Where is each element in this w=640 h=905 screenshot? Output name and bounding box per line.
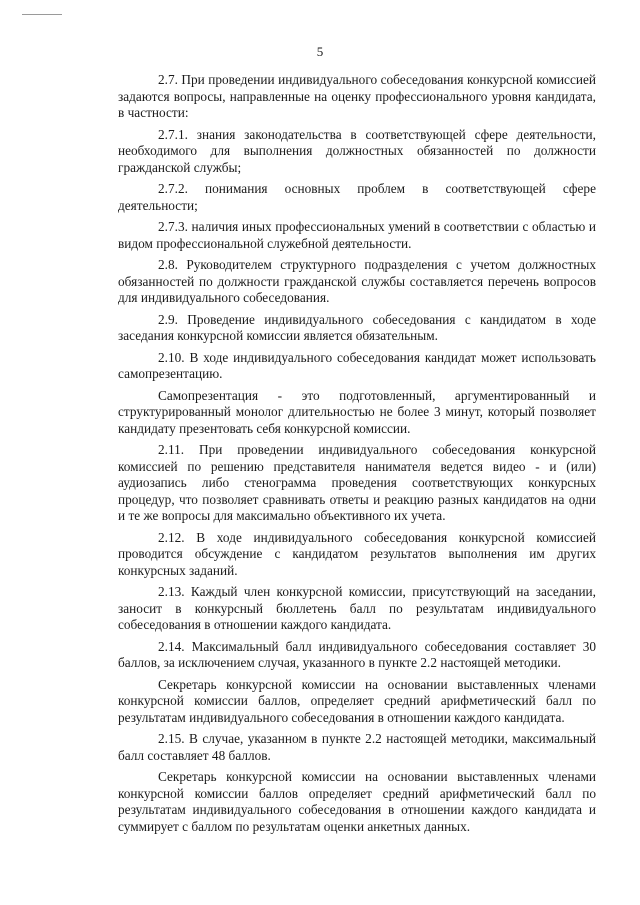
scan-mark	[22, 14, 62, 15]
paragraph-2-14: 2.14. Максимальный балл индивидуального собеседования составляет 30 баллов, за исключением случая, указанного в пункте 2.2 настоящей методики.	[118, 638, 596, 670]
page-number: 5	[316, 44, 324, 59]
paragraph-secretary-2: Секретарь конкурсной комиссии на основании выставленных членами конкурсной комиссии баллов определяет средний арифметический балл по результатам индивидуального собеседования в отношении каждого кандидата и суммирует с баллом по результатам оценки анкетных данных.	[118, 769, 596, 834]
document-body	[118, 72, 596, 840]
paragraph-secretary-1: Секретарь конкурсной комиссии на основании выставленных членами конкурсной комиссии баллов, определяет средний арифметический балл по результатам индивидуального собеседования в отношении каждого кандидата.	[118, 676, 596, 725]
paragraph-self-presentation: Самопрезентация - это подготовленный, аргументированный и структурированный монолог длительностью не более 3 минут, который позволяет кандидату презентовать себя конкурсной комиссии.	[118, 387, 596, 436]
paragraph-2-8: 2.8. Руководителем структурного подразделения с учетом должностных обязанностей по должности гражданской службы составляется перечень вопросов для индивидуального собеседования.	[118, 257, 596, 305]
paragraph-2-13: 2.13. Каждый член конкурсной комиссии, присутствующий на заседании, заносит в конкурсный бюллетень балл по результатам индивидуального собеседования в отношении каждого кандидата.	[118, 584, 596, 632]
paragraph-2-7-2: 2.7.2. понимания основных проблем в соответствующей сфере деятельности;	[118, 181, 596, 213]
paragraph-2-15: 2.15. В случае, указанном в пункте 2.2 настоящей методики, максимальный балл составляет 48 баллов.	[118, 731, 596, 763]
paragraph-2-11: 2.11. При проведении индивидуального собеседования конкурсной комиссией по решению представителя нанимателя ведется видео - и (или) аудиозапись либо стенограмма проведения соответствующих конкурсных процедур, что позволяет сравнивать ответы и реакцию разных кандидатов на одни и те же вопросы для максимально объективного их учета.	[118, 442, 596, 523]
paragraph-2-12: 2.12. В ходе индивидуального собеседования конкурсной комиссией проводится обсуждение с кандидатом результатов выполнения им других конкурсных заданий.	[118, 529, 596, 578]
paragraph-2-7: 2.7. При проведении индивидуального собеседования конкурсной комиссией задаются вопросы, направленные на оценку профессионального уровня кандидата, в частности:	[118, 72, 596, 120]
paragraph-2-7-1: 2.7.1. знания законодательства в соответствующей сфере деятельности, необходимого для выполнения должностных обязанностей по должности гражданской службы;	[118, 126, 596, 175]
paragraph-2-7-3: 2.7.3. наличия иных профессиональных умений в соответствии с областью и видом профессиональной служебной деятельности.	[118, 219, 596, 251]
paragraph-2-10: 2.10. В ходе индивидуального собеседования кандидат может использовать самопрезентацию.	[118, 349, 596, 381]
paragraph-2-9: 2.9. Проведение индивидуального собеседования с кандидатом в ходе заседания конкурсной комиссии является обязательным.	[118, 311, 596, 343]
